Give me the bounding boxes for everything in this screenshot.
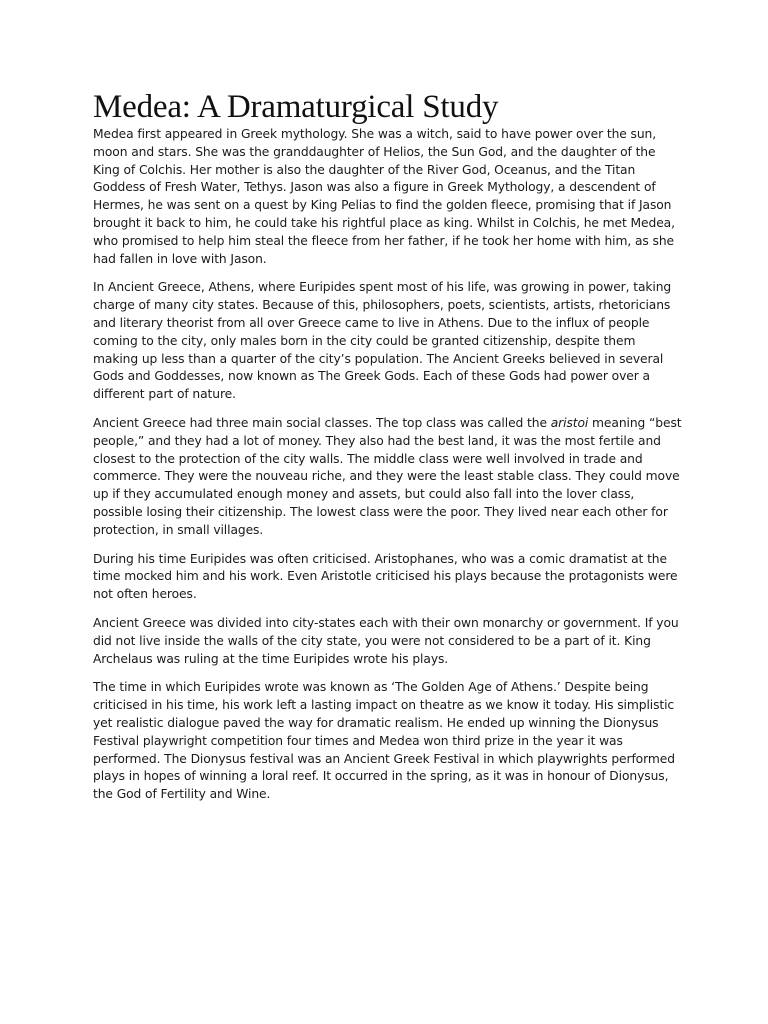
paragraph-social-classes <box>93 415 683 540</box>
document-page <box>93 88 683 815</box>
paragraph-social-classes-part-2: meaning “best people,” and they had a lot of money. They also had the best land, it was the most fertile and closest to the protection of the city walls. The middle class were well involved in trade and commerce. They were the nouveau riche, and they were the least stable class. They could move up if they accumulated enough money and assets, but could also fall into the lover class, possible losing their citizenship. The lowest class were the poor. They lived near each other for protection, in small villages. <box>93 415 682 537</box>
paragraph-medea-origins: Medea first appeared in Greek mythology. She was a witch, said to have power over the sun, moon and stars. She was the granddaughter of Helios, the Sun God, and the daughter of the King of Colchis. Her mother is also the daughter of the River God, Oceanus, and the Titan Goddess of Fresh Water, Tethys. Jason was also a figure in Greek Mythology, a descendent of Hermes, he was sent on a quest by King Pelias to find the golden fleece, promising that if Jason brought it back to him, he could take his rightful place as king. Whilst in Colchis, he met Medea, who promised to help him steal the fleece from her father, if he took her home with him, as she had fallen in love with Jason. <box>93 127 675 266</box>
paragraph-social-classes-part-1: Ancient Greece had three main social classes. The top class was called the <box>93 415 551 430</box>
aristoi-term: aristoi <box>550 415 589 430</box>
paragraph-athens-context: In Ancient Greece, Athens, where Euripides spent most of his life, was growing in power, taking charge of many city states. Because of this, philosophers, poets, scientists, artists, rhetoricians and literary theorist from all over Greece came to live in Athens. Due to the influx of people coming to the city, only males born in the city could be granted citizenship, despite them making up less than a quarter of the city’s population. The Ancient Greeks believed in several Gods and Goddesses, now known as The Greek Gods. Each of these Gods had power over a different part of nature. <box>93 280 672 402</box>
paragraph-golden-age: The time in which Euripides wrote was known as ‘The Golden Age of Athens.’ Despite being criticised in his time, his work left a lasting impact on theatre as we know it today. His simplistic yet realistic dialogue paved the way for dramatic realism. He ended up winning the Dionysus Festival playwright competition four times and Medea won third prize in the year it was performed. The Dionysus festival was an Ancient Greek Festival in which playwrights performed plays in hopes of winning a loral reef. It occurred in the spring, as it was in honour of Dionysus, the God of Fertility and Wine. <box>93 680 675 802</box>
paragraph-criticism: During his time Euripides was often criticised. Aristophanes, who was a comic dramatist at the time mocked him and his work. Even Aristotle criticised his plays because the protagonists were not often heroes. <box>93 551 678 602</box>
paragraph-city-states: Ancient Greece was divided into city-states each with their own monarchy or government. If you did not live inside the walls of the city state, you were not considered to be a part of it. King Archelaus was ruling at the time Euripides wrote his plays. <box>93 615 679 666</box>
document-title: Medea: A Dramaturgical Study <box>93 89 499 125</box>
